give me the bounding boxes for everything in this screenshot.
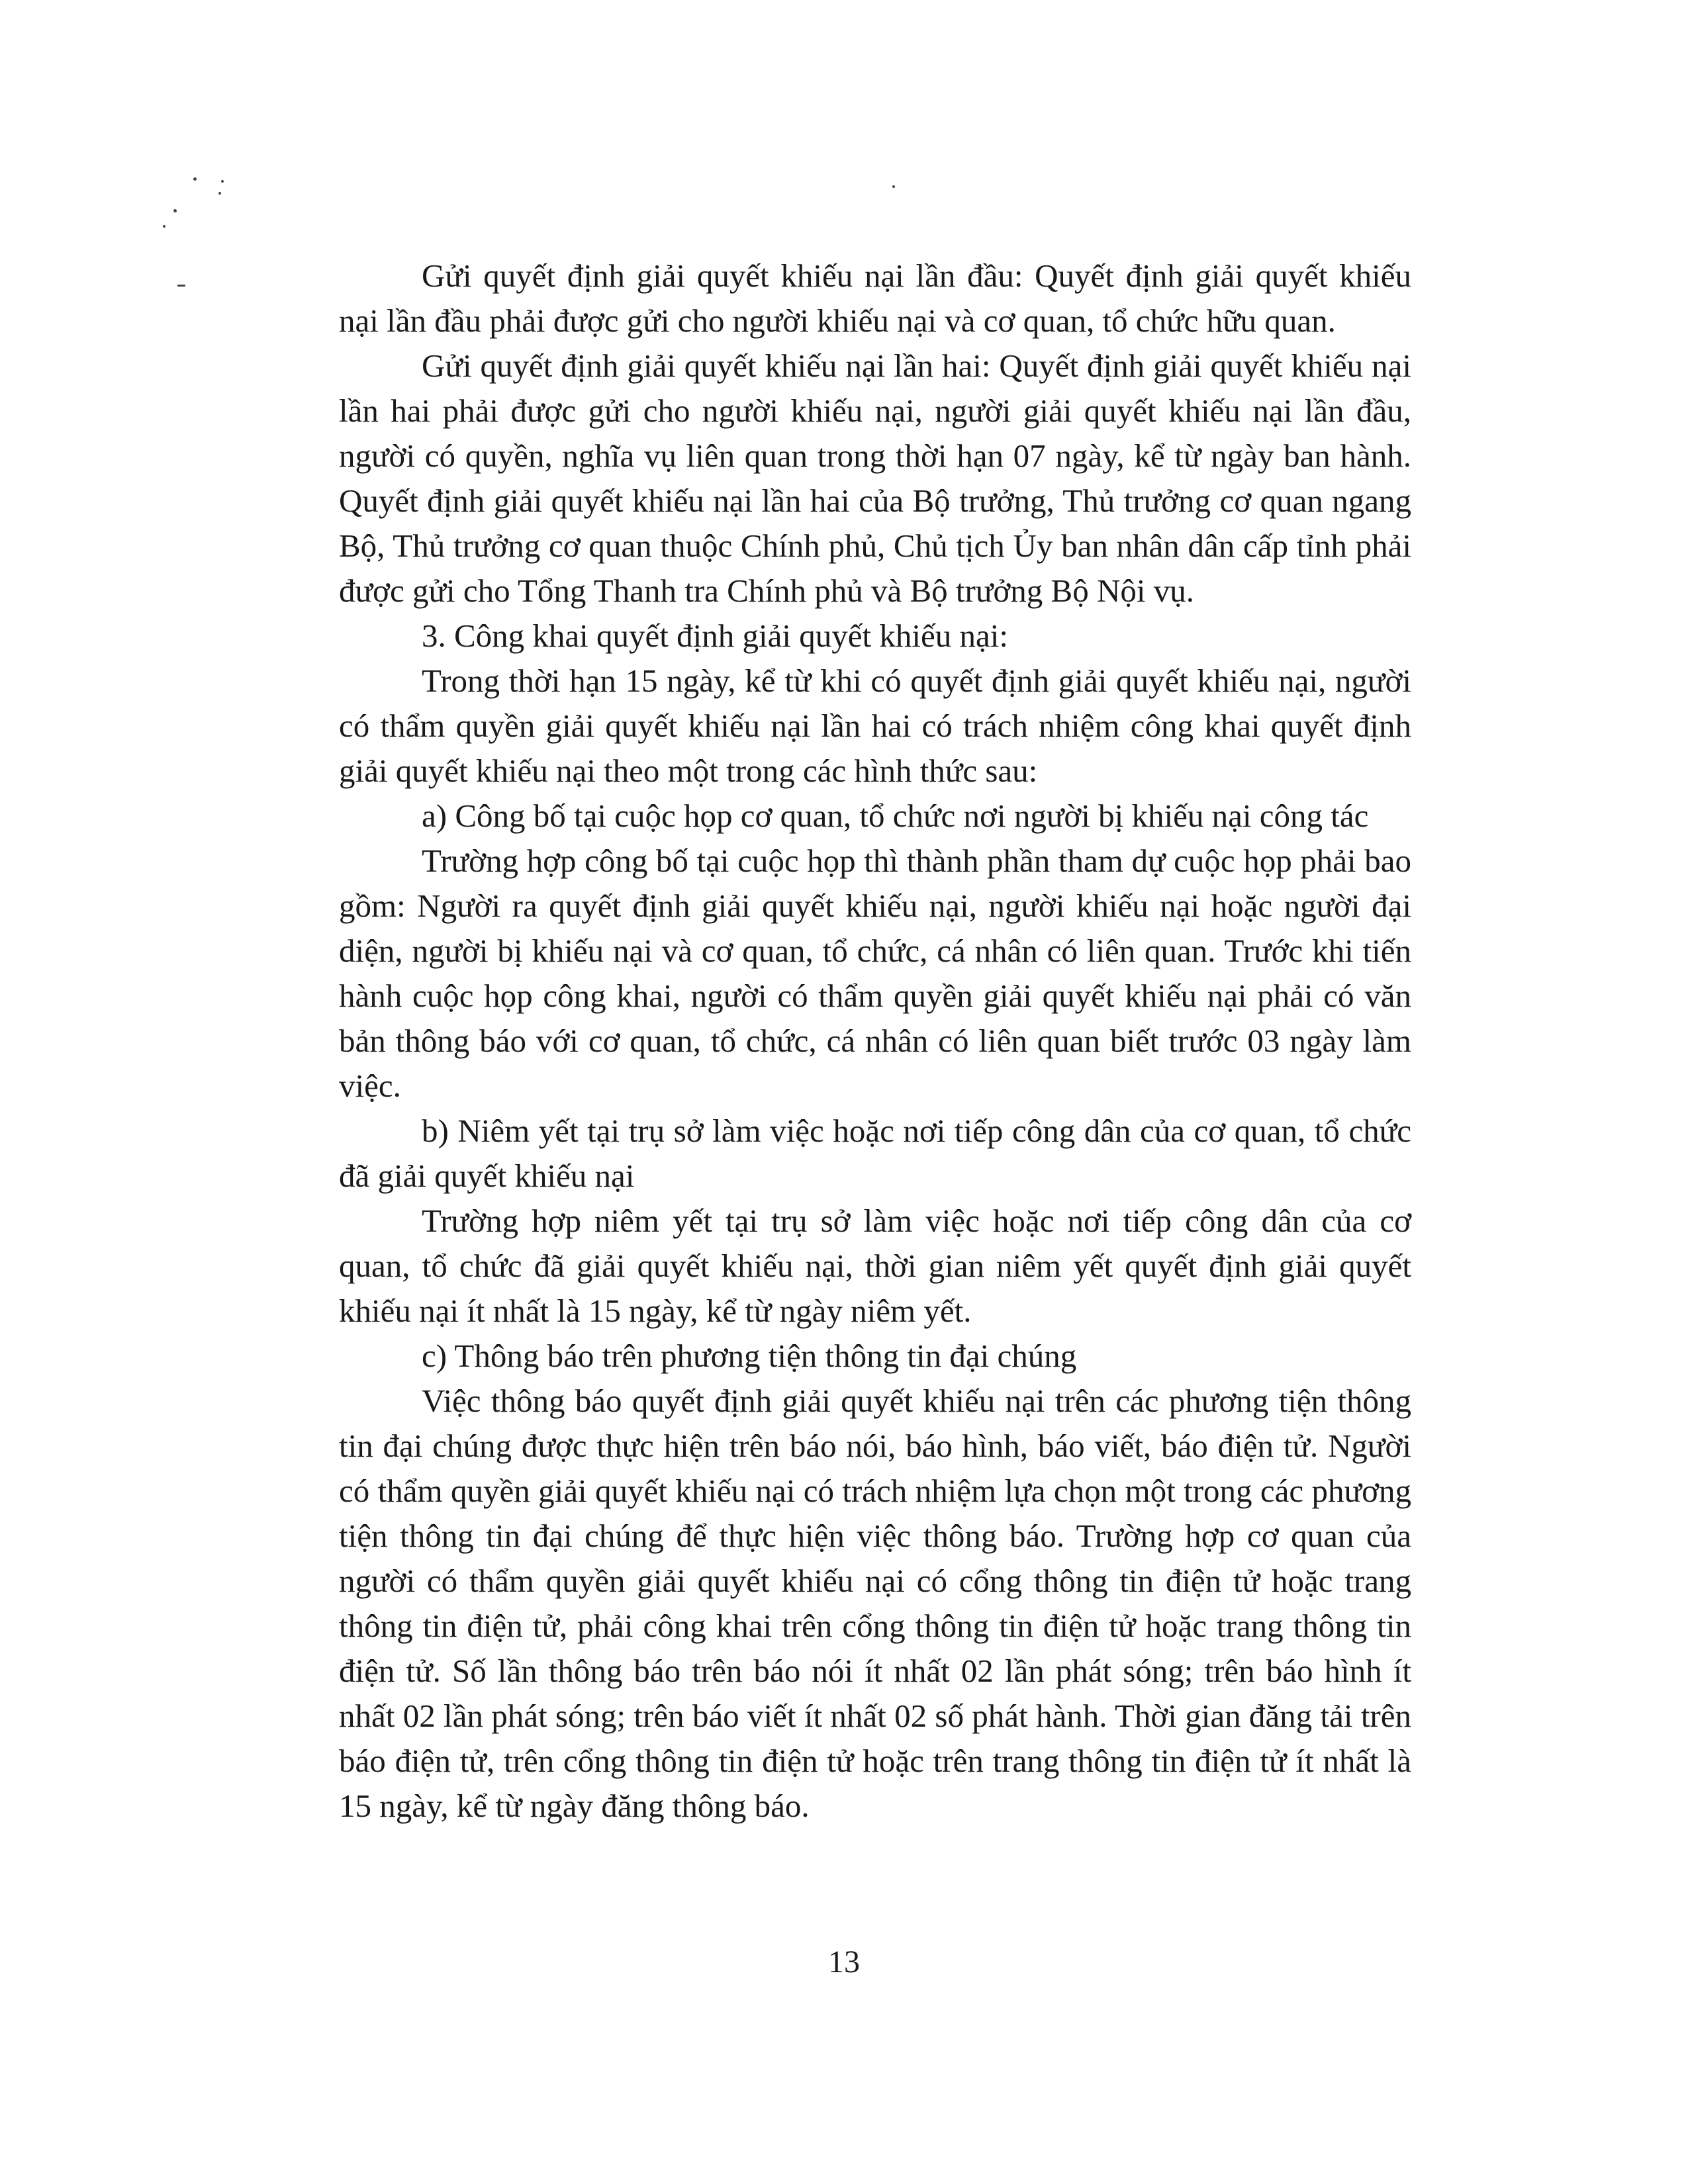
- item-a-heading: a) Công bố tại cuộc họp cơ quan, tổ chức nơi người bị khiếu nại công tác: [422, 797, 1369, 834]
- scan-speck: [173, 209, 177, 212]
- item-c-heading: c) Thông báo trên phương tiện thông tin đại chúng: [422, 1338, 1077, 1374]
- document-body: [339, 253, 1411, 1829]
- paragraph-send-second-decision: Gửi quyết định giải quyết khiếu nại lần hai: Quyết định giải quyết khiếu nại lần hai phải được gửi cho người khiếu nại, người giải quyết khiếu nại lần đầu, người có quyền, nghĩa vụ liên quan trong thời hạn 07 ngày, kể từ ngày ban hành. Quyết định giải quyết khiếu nại lần hai của Bộ trưởng, Thủ trưởng cơ quan ngang Bộ, Thủ trưởng cơ quan thuộc Chính phủ, Chủ tịch Ủy ban nhân dân cấp tỉnh phải được gửi cho Tổng Thanh tra Chính phủ và Bộ trưởng Bộ Nội vụ.: [339, 347, 1411, 609]
- paragraph-item-c: Việc thông báo quyết định giải quyết khiếu nại trên các phương tiện thông tin đại chúng được thực hiện trên báo nói, báo hình, báo viết, báo điện tử. Người có thẩm quyền giải quyết khiếu nại có trách nhiệm lựa chọn một trong các phương tiện thông tin đại chúng để thực hiện việc thông báo. Trường hợp cơ quan của người có thẩm quyền giải quyết khiếu nại có cổng thông tin điện tử hoặc trang thông tin điện tử, phải công khai trên cổng thông tin điện tử hoặc trang thông tin điện tử. Số lần thông báo trên báo nói ít nhất 02 lần phát sóng; trên báo hình ít nhất 02 lần phát sóng; trên báo viết ít nhất 02 số phát hành. Thời gian đăng tải trên báo điện tử, trên cổng thông tin điện tử hoặc trên trang thông tin điện tử ít nhất là 15 ngày, kể từ ngày đăng thông báo.: [339, 1383, 1411, 1824]
- section-heading-publicize-decision: 3. Công khai quyết định giải quyết khiếu nại:: [422, 617, 1008, 654]
- paragraph-publicize-timeframe: Trong thời hạn 15 ngày, kể từ khi có quyết định giải quyết khiếu nại, người có thẩm quyền giải quyết khiếu nại lần hai có trách nhiệm công khai quyết định giải quyết khiếu nại theo một trong các hình thức sau:: [339, 662, 1411, 789]
- scan-speck: [163, 225, 165, 228]
- scan-speck: [218, 192, 221, 195]
- item-b-heading: b) Niêm yết tại trụ sở làm việc hoặc nơi tiếp công dân của cơ quan, tổ chức đã giải quyết khiếu nại: [339, 1113, 1411, 1194]
- scan-speck: [177, 285, 185, 287]
- scan-speck: [892, 185, 895, 188]
- page-number: 13: [828, 1944, 860, 1979]
- paragraph-item-b: Trường hợp niêm yết tại trụ sở làm việc hoặc nơi tiếp công dân của cơ quan, tổ chức đã giải quyết khiếu nại, thời gian niêm yết quyết định giải quyết khiếu nại ít nhất là 15 ngày, kể từ ngày niêm yết.: [339, 1203, 1411, 1329]
- scan-speck: [221, 180, 224, 183]
- paragraph-send-first-decision: Gửi quyết định giải quyết khiếu nại lần đầu: Quyết định giải quyết khiếu nại lần đầu phải được gửi cho người khiếu nại và cơ quan, tổ chức hữu quan.: [339, 257, 1411, 339]
- scan-speck: [193, 177, 197, 181]
- paragraph-item-a: Trường hợp công bố tại cuộc họp thì thành phần tham dự cuộc họp phải bao gồm: Người ra quyết định giải quyết khiếu nại, người khiếu nại hoặc người đại diện, người bị khiếu nại và cơ quan, tổ chức, cá nhân có liên quan. Trước khi tiến hành cuộc họp công khai, người có thẩm quyền giải quyết khiếu nại phải có văn bản thông báo với cơ quan, tổ chức, cá nhân có liên quan biết trước 03 ngày làm việc.: [339, 842, 1411, 1104]
